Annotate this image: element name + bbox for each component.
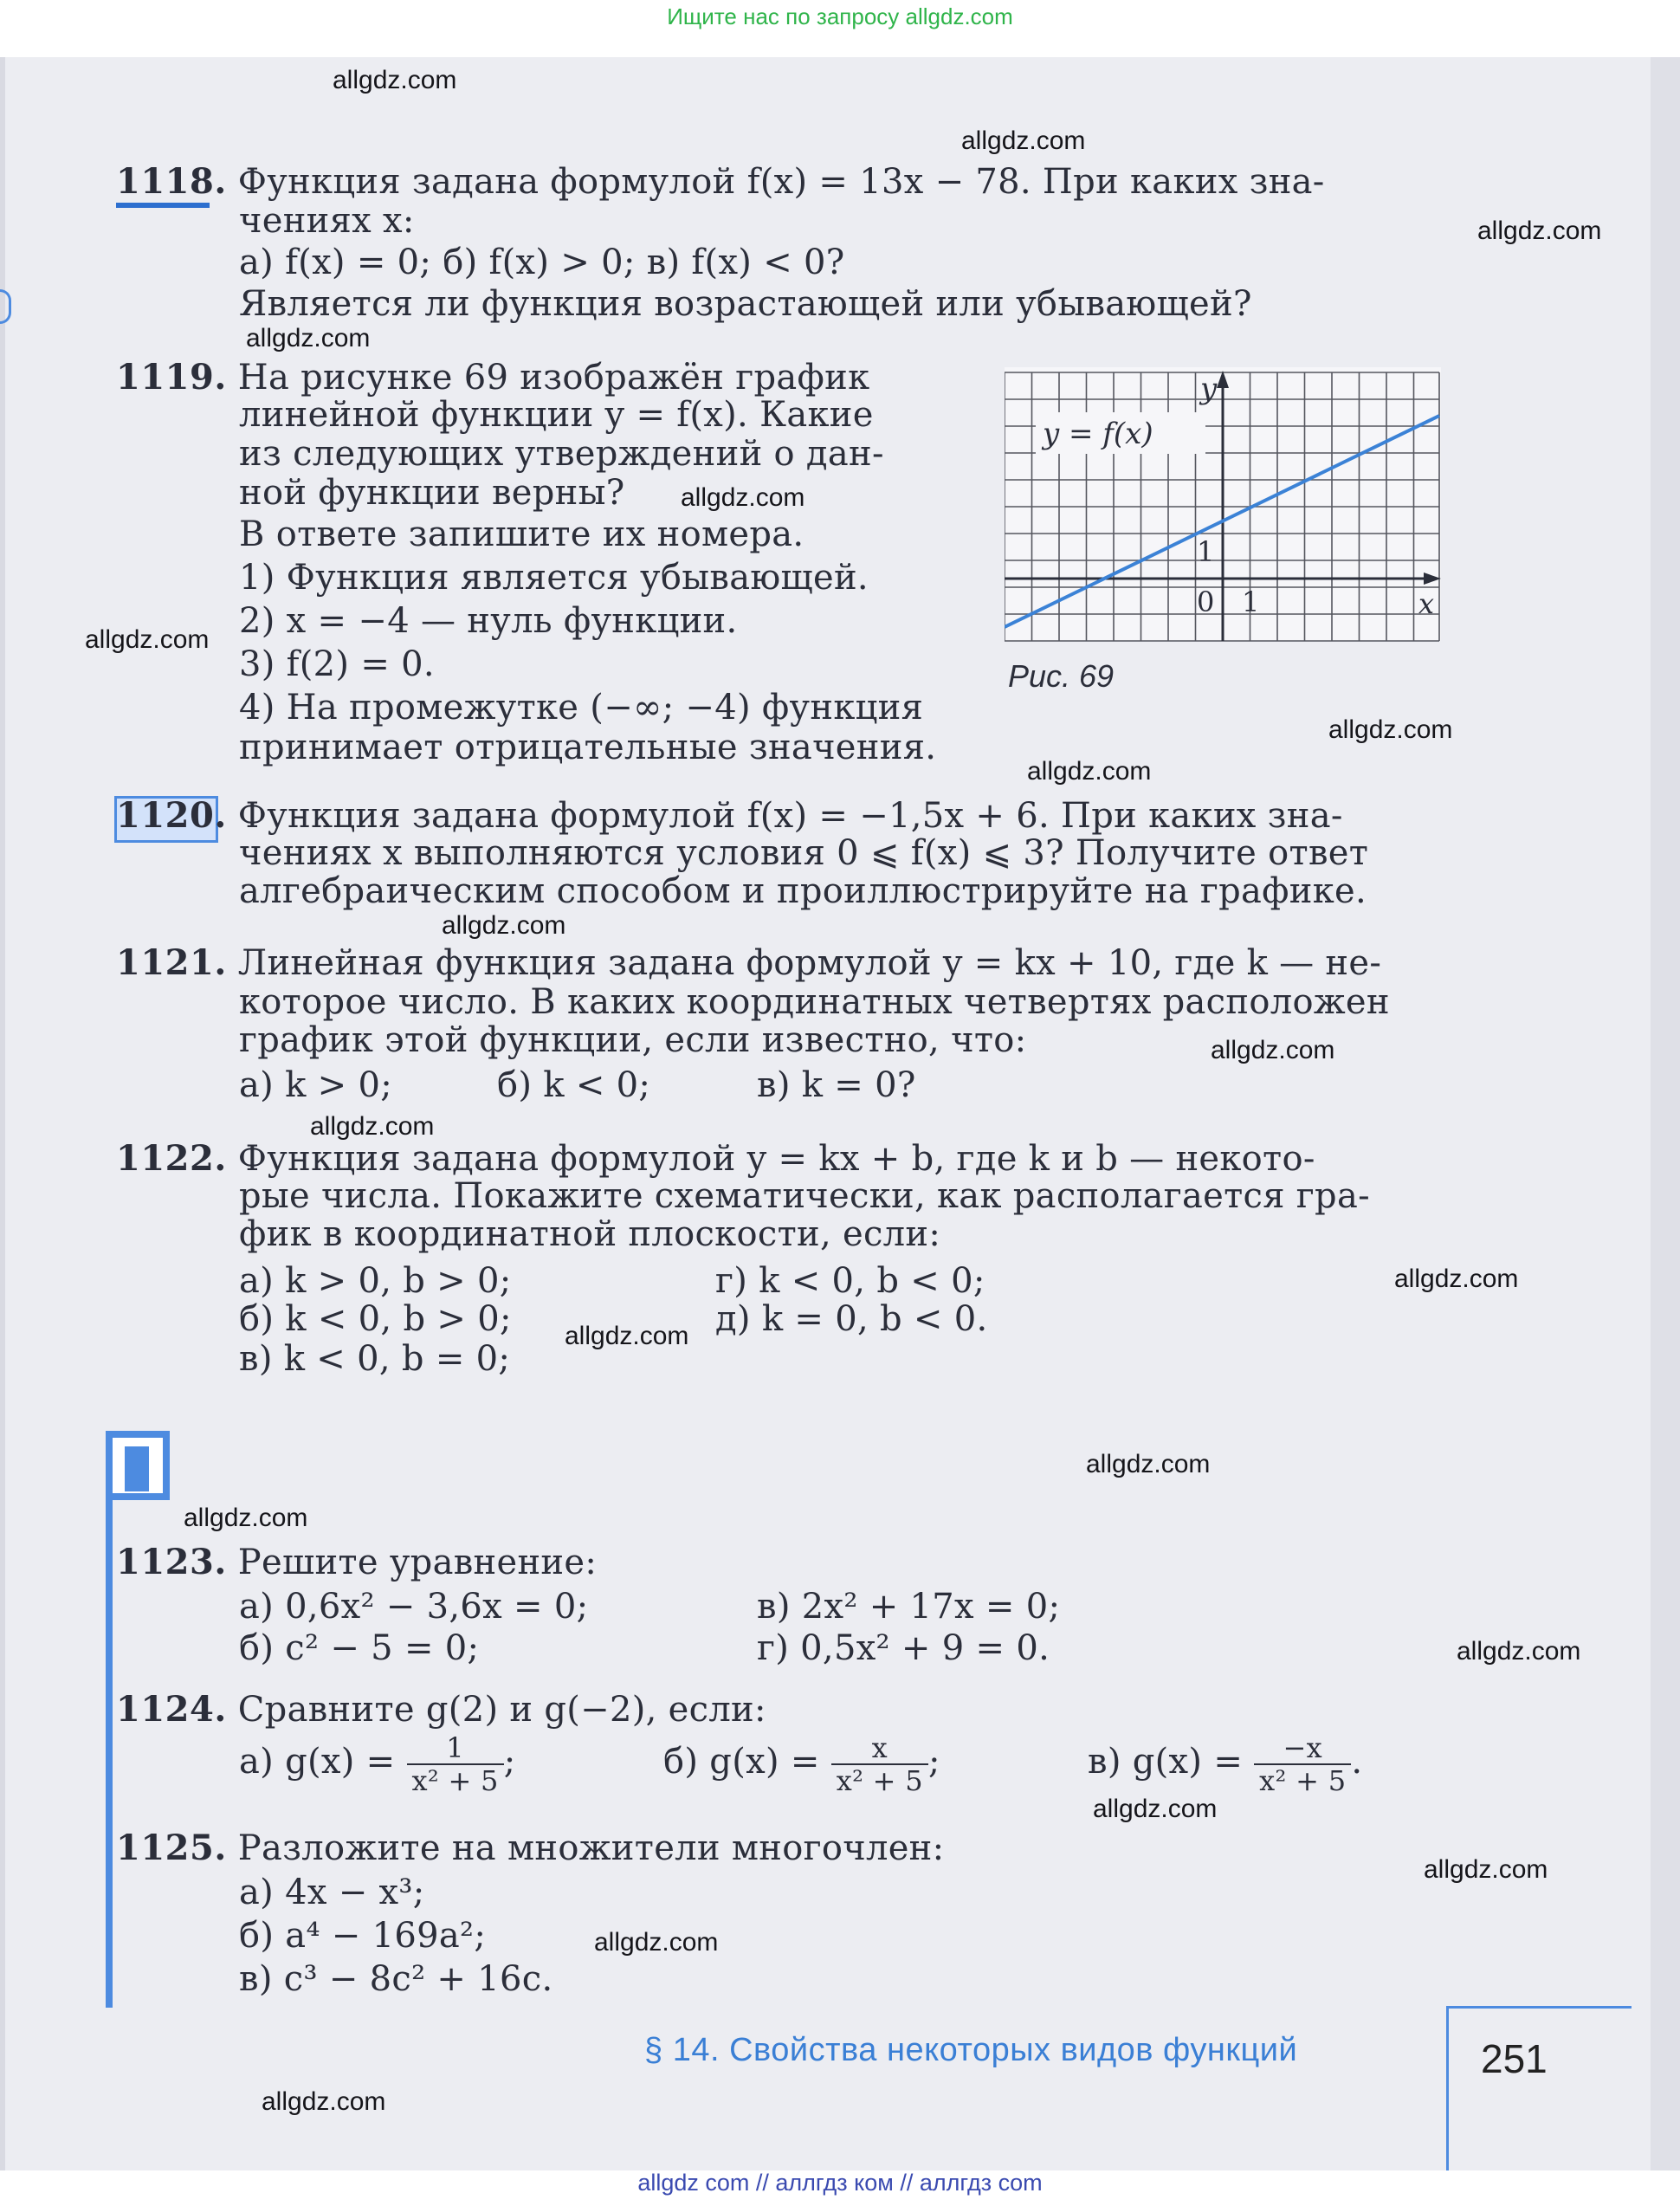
problem-text: Решите уравнение: bbox=[237, 1543, 598, 1582]
watermark[interactable]: allgdz.com bbox=[1086, 1450, 1211, 1478]
problem-1122-line1 bbox=[116, 1138, 1315, 1179]
y-axis-label: y bbox=[1200, 372, 1218, 406]
watermark[interactable]: allgdz.com bbox=[442, 911, 566, 940]
denominator: x² + 5 bbox=[411, 1764, 499, 1797]
problem-1121-option-c: в) k = 0? bbox=[757, 1065, 916, 1105]
footer-top-line bbox=[1446, 2006, 1632, 2009]
problem-1120-line1 bbox=[116, 795, 1343, 836]
problem-1121-line1 bbox=[116, 942, 1381, 983]
numerator: x bbox=[831, 1732, 928, 1765]
problem-number: 1120. bbox=[116, 795, 227, 836]
problem-1120-line2: чениях x выполняются условия 0 ⩽ f(x) ⩽ 3? Получите ответ bbox=[239, 833, 1369, 873]
option-c-fraction bbox=[1254, 1732, 1351, 1796]
figure-caption: Рис. 69 bbox=[1008, 658, 1115, 694]
problem-1122-option-d: д) k = 0, b < 0. bbox=[715, 1299, 988, 1339]
problem-1119-statement4: 4) На промежутке (−∞; −4) функция bbox=[239, 688, 924, 728]
problem-number: 1122. bbox=[116, 1138, 227, 1179]
option-a-fraction bbox=[407, 1732, 504, 1796]
section-title-footer: § 14. Свойства некоторых видов функций bbox=[644, 2032, 1298, 2068]
problem-1122-line3: фик в координатной плоскости, если: bbox=[239, 1214, 941, 1254]
watermark[interactable]: allgdz.com bbox=[1394, 1265, 1519, 1293]
y-unit-label: 1 bbox=[1197, 535, 1215, 568]
problem-1125-line1 bbox=[116, 1828, 944, 1868]
denominator: x² + 5 bbox=[1259, 1764, 1347, 1797]
option-c-prefix: в) g(x) = bbox=[1088, 1742, 1244, 1782]
origin-label: 0 bbox=[1197, 585, 1215, 618]
problem-1125-option-b: б) a⁴ − 169a²; bbox=[239, 1916, 487, 1956]
problem-1119-statement1: 1) Функция является убывающей. bbox=[239, 558, 869, 598]
problem-1123-option-d: г) 0,5x² + 9 = 0. bbox=[757, 1628, 1050, 1668]
watermark[interactable]: allgdz.com bbox=[310, 1112, 435, 1141]
numerator: −x bbox=[1254, 1732, 1351, 1765]
problem-1124-option-b: б) g(x) = $\frac{x}{\text{x² + 5}}$ ; bbox=[663, 1731, 940, 1797]
watermark[interactable]: allgdz.com bbox=[681, 483, 805, 512]
page-edge bbox=[1651, 57, 1680, 2170]
problem-1119-line2: линейной функции y = f(x). Какие bbox=[239, 395, 874, 435]
problem-number: 1118. bbox=[116, 161, 227, 202]
problem-1119-line5: В ответе запишите их номера. bbox=[239, 514, 804, 554]
function-label: y = f(x) bbox=[1043, 417, 1153, 451]
option-b-prefix: б) g(x) = bbox=[663, 1742, 820, 1782]
problem-text: Сравните g(2) и g(−2), если: bbox=[237, 1690, 766, 1730]
problem-1124-option-c: в) g(x) = $\frac{-x}{\text{x² + 5}}$ . bbox=[1088, 1731, 1363, 1797]
problem-number: 1119. bbox=[116, 357, 227, 398]
problem-number: 1125. bbox=[116, 1828, 227, 1868]
problem-1124-line1 bbox=[116, 1689, 766, 1730]
problem-number: 1123. bbox=[116, 1542, 227, 1582]
problem-1123-option-c: в) 2x² + 17x = 0; bbox=[757, 1587, 1061, 1627]
denominator: x² + 5 bbox=[836, 1764, 923, 1797]
problem-1121-option-b: б) k < 0; bbox=[497, 1065, 651, 1105]
problem-1120-line3: алгебраическим способом и проиллюстрируйте на графике. bbox=[239, 871, 1367, 911]
problem-1118-line1 bbox=[116, 161, 1325, 202]
watermark[interactable]: allgdz.com bbox=[961, 126, 1086, 155]
problem-1121-option-a: а) k > 0; bbox=[239, 1065, 392, 1105]
problem-text: Функция задана формулой y = kx + b, где k и b — некото- bbox=[237, 1139, 1315, 1179]
problem-1125-option-a: а) 4x − x³; bbox=[239, 1873, 425, 1912]
section-marker-fill bbox=[125, 1446, 149, 1491]
problem-1118-underline bbox=[116, 203, 210, 208]
problem-1119-line3: из следующих утверждений о дан- bbox=[239, 434, 884, 474]
problem-1119-line1 bbox=[116, 357, 869, 398]
option-b-fraction bbox=[831, 1732, 928, 1796]
problem-1123-option-b: б) c² − 5 = 0; bbox=[239, 1628, 480, 1668]
watermark[interactable]: allgdz.com bbox=[184, 1504, 308, 1532]
watermark[interactable]: allgdz.com bbox=[1027, 757, 1152, 786]
problem-1122-line2: рые числа. Покажите схематически, как располагается гра- bbox=[239, 1176, 1370, 1216]
watermark[interactable]: allgdz.com bbox=[1093, 1795, 1218, 1823]
problem-text: На рисунке 69 изображён график bbox=[237, 358, 870, 398]
problem-text: Разложите на множители многочлен: bbox=[237, 1828, 945, 1868]
problem-1124-option-a: а) g(x) = $\frac{1}{\text{x² + 5}}$ ; bbox=[239, 1731, 516, 1797]
watermark[interactable]: allgdz.com bbox=[246, 324, 371, 353]
watermark[interactable]: allgdz.com bbox=[262, 2087, 386, 2116]
problem-1123-option-a: а) 0,6x² − 3,6x = 0; bbox=[239, 1587, 589, 1627]
figure-69-graph bbox=[1005, 367, 1441, 644]
problem-1119-statement2: 2) x = −4 — нуль функции. bbox=[239, 601, 738, 641]
problem-1119-line4: ной функции верны? bbox=[239, 473, 625, 513]
watermark[interactable]: allgdz.com bbox=[333, 66, 457, 94]
watermark[interactable]: allgdz.com bbox=[594, 1928, 719, 1957]
numerator: 1 bbox=[407, 1732, 504, 1765]
problem-text: Функция задана формулой f(x) = 13x − 78. При каких зна- bbox=[237, 162, 1325, 202]
watermark[interactable]: allgdz.com bbox=[1477, 217, 1602, 245]
problem-1118-line4: Является ли функция возрастающей или убывающей? bbox=[239, 284, 1252, 324]
problem-number: 1121. bbox=[116, 942, 227, 983]
problem-1119-statement3: 3) f(2) = 0. bbox=[239, 644, 435, 684]
page-number: 251 bbox=[1481, 2036, 1548, 2081]
footer-divider bbox=[1446, 2006, 1449, 2170]
watermark[interactable]: allgdz.com bbox=[85, 625, 210, 654]
problem-1125-option-c: в) c³ − 8c² + 16c. bbox=[239, 1959, 553, 1999]
problem-1118-options: а) f(x) = 0; б) f(x) > 0; в) f(x) < 0? bbox=[239, 243, 845, 282]
watermark[interactable]: allgdz.com bbox=[1457, 1637, 1581, 1666]
watermark[interactable]: allgdz.com bbox=[1328, 715, 1453, 744]
problem-1121-line3: график этой функции, если известно, что: bbox=[239, 1020, 1027, 1060]
watermark[interactable]: allgdz.com bbox=[1424, 1855, 1548, 1884]
section-sidebar-line bbox=[106, 1431, 113, 2008]
problem-1122-option-c: в) k < 0, b = 0; bbox=[239, 1339, 511, 1379]
watermark[interactable]: allgdz.com bbox=[565, 1322, 689, 1350]
problem-1118-line2: чениях x: bbox=[239, 201, 415, 241]
x-unit-label: 1 bbox=[1242, 585, 1260, 618]
problem-1119-statement4-cont: принимает отрицательные значения. bbox=[239, 728, 937, 767]
top-banner[interactable]: Ищите нас по запросу allgdz.com bbox=[667, 3, 1013, 29]
problem-1122-option-a: а) k > 0, b > 0; bbox=[239, 1261, 512, 1301]
problem-text: Линейная функция задана формулой y = kx + 10, где k — не- bbox=[237, 943, 1382, 983]
x-axis-label: x bbox=[1418, 587, 1435, 620]
problem-1122-option-b: б) k < 0, b > 0; bbox=[239, 1299, 512, 1339]
problem-number: 1124. bbox=[116, 1689, 227, 1730]
problem-1123-line1 bbox=[116, 1542, 597, 1582]
bottom-banner[interactable]: allgdz com // аллгдз ком // аллгдз com bbox=[637, 2170, 1043, 2196]
watermark[interactable]: allgdz.com bbox=[1211, 1036, 1335, 1064]
problem-1122-option-g: г) k < 0, b < 0; bbox=[715, 1261, 985, 1301]
problem-1121-line2: которое число. В каких координатных четвертях расположен bbox=[239, 982, 1390, 1022]
option-a-prefix: а) g(x) = bbox=[239, 1742, 396, 1782]
problem-text: Функция задана формулой f(x) = −1,5x + 6. При каких зна- bbox=[237, 796, 1343, 836]
